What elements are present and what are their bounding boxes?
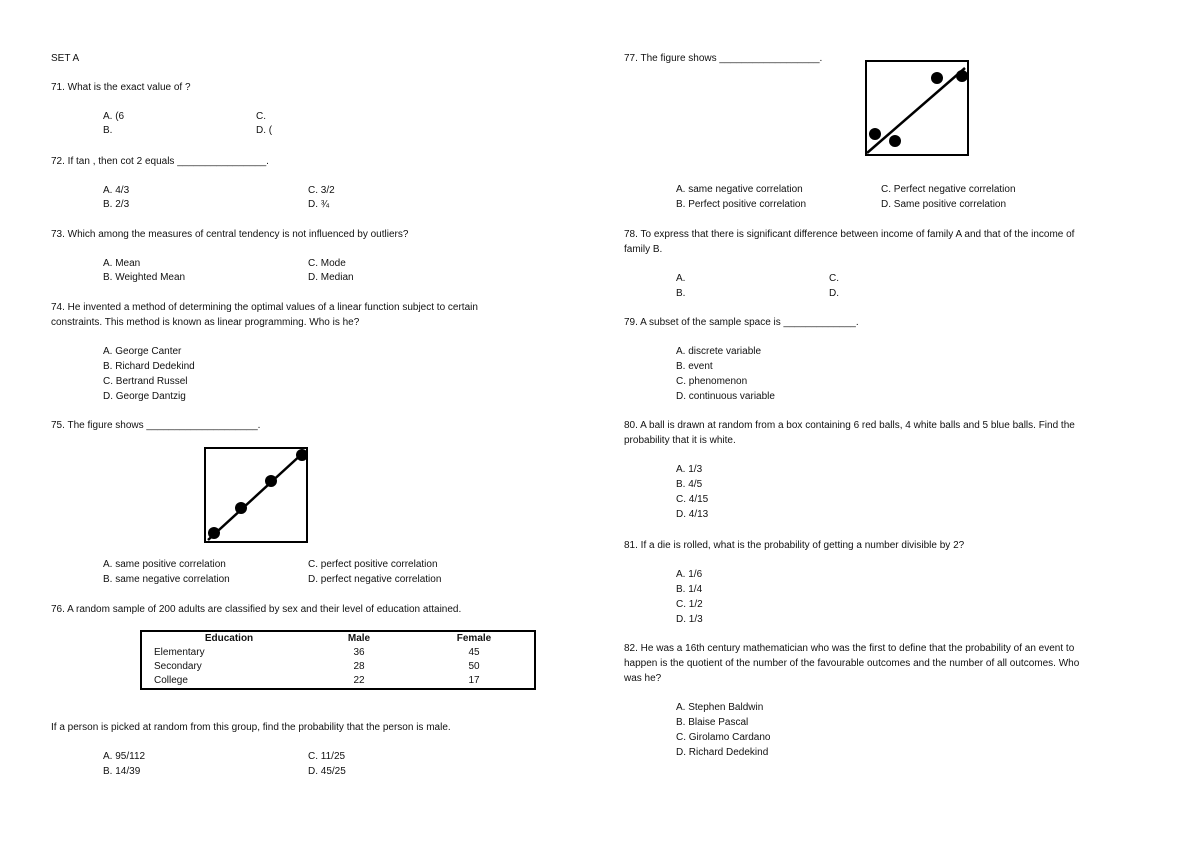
q74-option-a: A. George Canter xyxy=(103,346,182,357)
table-row xyxy=(141,646,535,660)
scatter-figure-77 xyxy=(865,60,969,156)
data-point xyxy=(296,449,308,461)
data-point xyxy=(235,502,247,514)
q73-option-a: A. Mean xyxy=(103,258,141,269)
question-76: 76. A random sample of 200 adults are classified by sex and their level of education attained. xyxy=(51,604,462,615)
q82-option-a: A. Stephen Baldwin xyxy=(676,702,764,713)
question-81: 81. If a die is rolled, what is the probability of getting a number divisible by 2? xyxy=(624,540,965,551)
q76-option-a: A. 95/112 xyxy=(103,751,146,762)
question-78-line1: 78. To express that there is significant difference between income of family A and that of the income of xyxy=(624,229,1075,240)
cell-education: College xyxy=(154,675,188,686)
question-82-line3: was he? xyxy=(624,673,662,684)
q75-option-d: D. perfect negative correlation xyxy=(308,574,442,585)
q73-option-c: C. Mode xyxy=(308,258,346,269)
q73-option-b: B. Weighted Mean xyxy=(103,272,186,283)
q72-option-d: D. ¾ xyxy=(308,199,330,210)
q80-option-c: C. 4/15 xyxy=(676,494,709,505)
cell-male: 28 xyxy=(353,661,365,672)
data-point xyxy=(869,128,881,140)
cell-male: 22 xyxy=(353,675,365,686)
q80-option-a: A. 1/3 xyxy=(676,464,703,475)
q71-option-b: B. xyxy=(103,125,113,136)
q81-option-a: A. 1/6 xyxy=(676,569,703,580)
question-76-followup: If a person is picked at random from this group, find the probability that the person is male. xyxy=(51,722,451,733)
q78-option-c: C. xyxy=(829,273,839,284)
q82-option-c: C. Girolamo Cardano xyxy=(676,732,771,743)
scatter-figure-75 xyxy=(204,447,308,543)
q79-option-a: A. discrete variable xyxy=(676,346,762,357)
data-point xyxy=(265,475,277,487)
question-80-line1: 80. A ball is drawn at random from a box containing 6 red balls, 4 white balls and 5 blue balls. Find the xyxy=(624,420,1075,431)
data-point xyxy=(931,72,943,84)
q77-option-c: C. Perfect negative correlation xyxy=(881,184,1016,195)
q74-option-b: B. Richard Dedekind xyxy=(103,361,195,372)
q74-option-c: C. Bertrand Russel xyxy=(103,376,188,387)
q79-option-b: B. event xyxy=(676,361,713,372)
question-82-line2: happen is the quotient of the number of the favourable outcomes and the number of all outcomes. Who xyxy=(624,658,1080,669)
question-73: 73. Which among the measures of central tendency is not influenced by outliers? xyxy=(51,229,409,240)
data-point xyxy=(956,70,968,82)
q82-option-d: D. Richard Dedekind xyxy=(676,747,769,758)
q77-option-a: A. same negative correlation xyxy=(676,184,803,195)
q78-option-b: B. xyxy=(676,288,686,299)
question-79: 79. A subset of the sample space is _____________. xyxy=(624,317,859,328)
cell-female: 17 xyxy=(468,675,480,686)
q77-option-b: B. Perfect positive correlation xyxy=(676,199,807,210)
q81-option-d: D. 1/3 xyxy=(676,614,703,625)
q81-option-c: C. 1/2 xyxy=(676,599,703,610)
header-female: Female xyxy=(456,633,492,644)
q79-option-c: C. phenomenon xyxy=(676,376,748,387)
q77-option-d: D. Same positive correlation xyxy=(881,199,1007,210)
q75-option-c: C. perfect positive correlation xyxy=(308,559,438,570)
question-82-line1: 82. He was a 16th century mathematician who was the first to define that the probability of an event to xyxy=(624,643,1075,654)
q74-option-d: D. George Dantzig xyxy=(103,391,186,402)
header-male: Male xyxy=(347,633,371,644)
cell-male: 36 xyxy=(353,647,365,658)
q80-option-d: D. 4/13 xyxy=(676,509,709,520)
q76-option-b: B. 14/39 xyxy=(103,766,141,777)
q71-option-c: C. xyxy=(256,111,266,122)
question-75: 75. The figure shows ____________________. xyxy=(51,420,261,431)
q80-option-b: B. 4/5 xyxy=(676,479,703,490)
education-table-wrap xyxy=(140,630,536,690)
cell-female: 50 xyxy=(468,661,480,672)
question-72: 72. If tan , then cot 2 equals ________________. xyxy=(51,156,269,167)
question-74-line2: constraints. This method is known as linear programming. Who is he? xyxy=(51,317,360,328)
question-74-line1: 74. He invented a method of determining the optimal values of a linear function subject to certain xyxy=(51,302,478,313)
question-80-line2: probability that it is white. xyxy=(624,435,736,446)
q82-option-b: B. Blaise Pascal xyxy=(676,717,749,728)
q78-option-a: A. xyxy=(676,273,686,284)
q71-option-d: D. ( xyxy=(256,125,273,136)
q72-option-a: A. 4/3 xyxy=(103,185,130,196)
q75-option-a: A. same positive correlation xyxy=(103,559,226,570)
table-row xyxy=(141,660,535,674)
q81-option-b: B. 1/4 xyxy=(676,584,703,595)
data-point xyxy=(208,527,220,539)
q76-option-d: D. 45/25 xyxy=(308,766,346,777)
cell-female: 45 xyxy=(468,647,480,658)
q75-option-b: B. same negative correlation xyxy=(103,574,230,585)
cell-education: Secondary xyxy=(154,661,202,672)
q71-option-a: A. (6 xyxy=(103,111,125,122)
table-row xyxy=(141,674,535,689)
question-78-line2: family B. xyxy=(624,244,663,255)
question-77: 77. The figure shows __________________. xyxy=(624,53,823,64)
table-header-row xyxy=(141,631,535,646)
q72-option-b: B. 2/3 xyxy=(103,199,130,210)
q73-option-d: D. Median xyxy=(308,272,354,283)
q72-option-c: C. 3/2 xyxy=(308,185,335,196)
question-71: 71. What is the exact value of ? xyxy=(51,82,191,93)
q79-option-d: D. continuous variable xyxy=(676,391,775,402)
data-point xyxy=(889,135,901,147)
header-education: Education xyxy=(204,633,254,644)
education-table xyxy=(140,630,536,690)
set-label: SET A xyxy=(51,53,80,64)
cell-education: Elementary xyxy=(154,647,205,658)
q78-option-d: D. xyxy=(829,288,839,299)
q76-option-c: C. 11/25 xyxy=(308,751,346,762)
